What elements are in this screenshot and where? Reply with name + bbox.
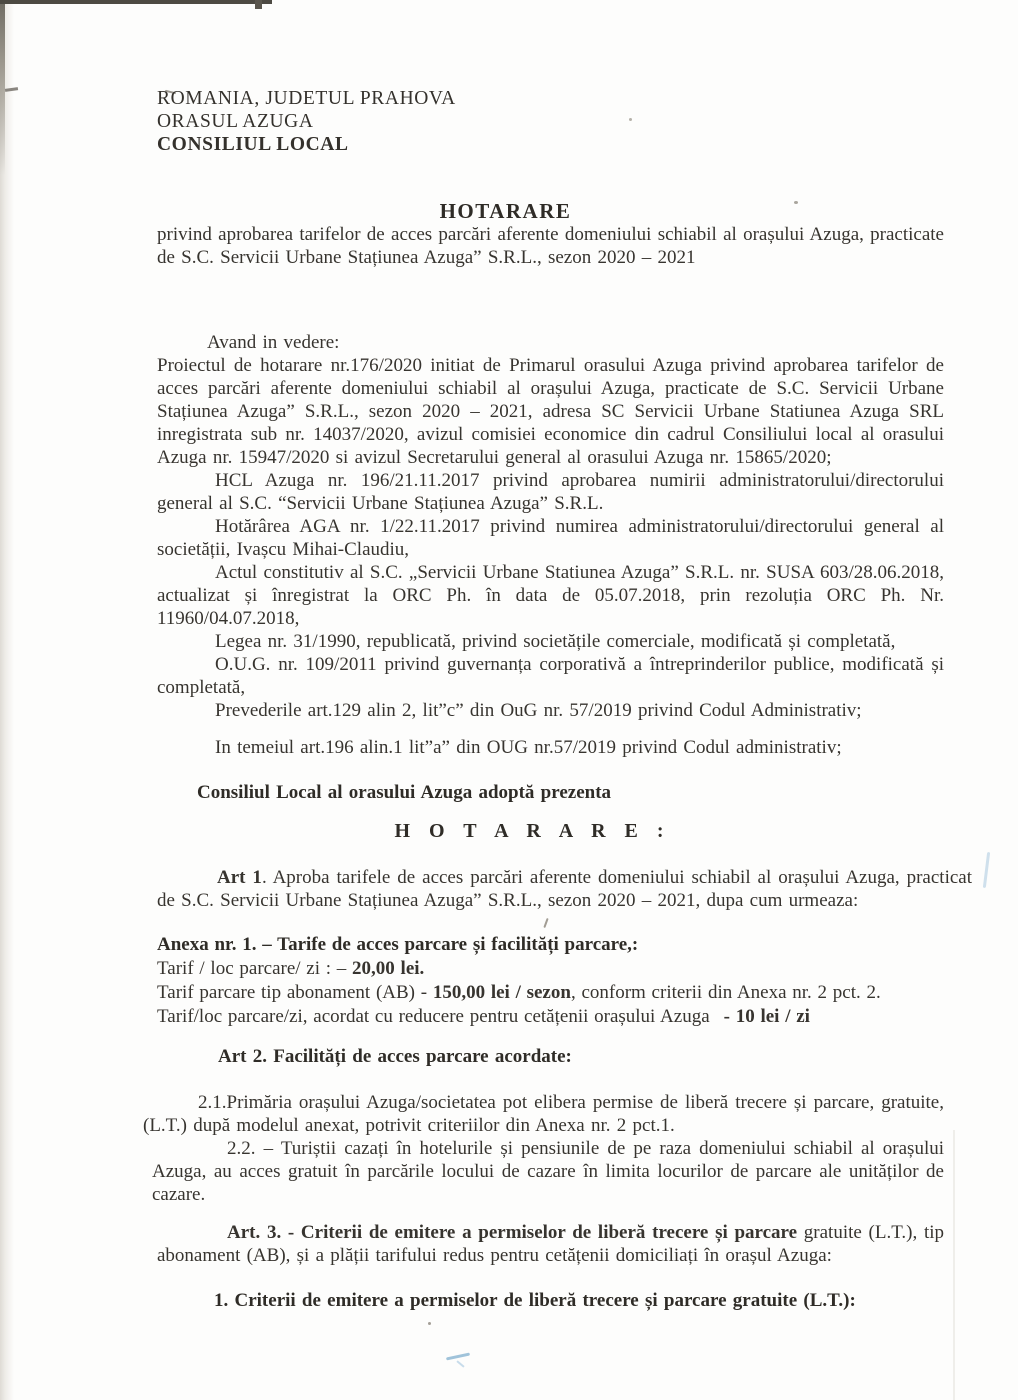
tariff-reduced-value: - 10 lei / zi xyxy=(723,1006,810,1027)
article-3-label: Art. 3. - Criterii de emitere a permiselor de liberă trecere și parcare xyxy=(227,1222,798,1243)
tariff-reduced-label: Tarif/loc parcare/zi, acordat cu reducere pentru cetățenii orașului Azuga xyxy=(157,1006,710,1027)
tariff-subscription-line xyxy=(157,981,944,1005)
preamble-item-legea-31: Legea nr. 31/1990, republicată, privind societățile comerciale, modificată și completată, xyxy=(215,631,896,652)
annex-1-block xyxy=(157,933,944,1029)
preamble-item-aga: Hotărârea AGA nr. 1/22.11.2017 privind numirea administratorului/directorului general al societății, Ivașcu Mihai-Claudiu, xyxy=(157,516,944,560)
article-1-text: . Aproba tarifele de acces parcări aferente domeniului schiabil al orașului Azuga, practicat de S.C. Servicii Urbane Stațiunea Azuga” S.R.L., sezon 2020 – 2021, dupa cum urmeaza: xyxy=(157,867,973,911)
article-3 xyxy=(157,1221,944,1267)
legal-basis: In temeiul art.196 alin.1 lit”a” din OUG nr.57/2019 privind Codul administrativ; xyxy=(215,737,842,758)
preamble-item-hcl: HCL Azuga nr. 196/21.11.2017 privind aprobarea numirii administratorului/directorului general al S.C. “Servicii Urbane Stațiunea Azuga” S.R.L. xyxy=(157,470,944,514)
document-title: HOTARARE xyxy=(439,199,572,223)
document-header xyxy=(157,87,944,156)
criteria-1-heading: 1. Criterii de emitere a permiselor de liberă trecere și parcare gratuite (L.T.): xyxy=(214,1290,856,1311)
article-3-text: gratuite (L.T.), tip abonament (AB), și a plății tarifului redus pentru cetățenii domiciliați în orașul Azuga: xyxy=(157,1222,945,1266)
article-2-point-1: 2.1.Primăria orașului Azuga/societatea pot elibera permise de liberă trecere și parcare, gratuite,(L.T.) după modelul anexat, potrivit criteriilor din Anexa nr. 2 pct.1. xyxy=(143,1092,944,1136)
decision-heading: H O T A R A R E : xyxy=(394,820,671,842)
preamble-item-act-constitutiv: Actul constitutiv al S.C. „Servicii Urbane Statiunea Azuga” S.R.L. nr. SUSA 603/28.06.2018, actualizat și înregistrat la ORC Ph. în data de 05.07.2018, prin rezoluția ORC Ph. Nr. 11960/04.07.2018, xyxy=(157,562,944,629)
tariff-subscription-value: 150,00 lei / sezon xyxy=(432,982,571,1003)
preamble-item-oug-109: O.U.G. nr. 109/2011 privind guvernanța corporativă a întreprinderilor publice, modificată și completată, xyxy=(157,654,944,698)
tariff-reduced-line xyxy=(157,1005,944,1029)
tariff-subscription-label: Tarif parcare tip abonament (AB) - xyxy=(157,982,428,1003)
annex-1-heading: Anexa nr. 1. – Tarife de acces parcare și facilități parcare,: xyxy=(157,934,639,955)
tariff-subscription-tail: , conform criterii din Anexa nr. 2 pct. 2. xyxy=(570,982,881,1003)
article-1 xyxy=(157,866,972,912)
tariff-per-day-line xyxy=(157,957,944,981)
article-2-heading: Art 2. Facilități de acces parcare acordate: xyxy=(218,1046,572,1067)
tariff-per-day-value: 20,00 lei. xyxy=(352,958,425,979)
preamble-item-prevederile: Prevederile art.129 alin 2, lit”c” din OuG nr. 57/2019 privind Codul Administrativ; xyxy=(215,700,862,721)
document-subtitle: privind aprobarea tarifelor de acces parcări aferente domeniului schiabil al orașului Azuga, practicate de S.C. Servicii Urbane Stațiunea Azuga” S.R.L., sezon 2020 – 2021 xyxy=(157,224,944,268)
tariff-per-day-label: Tarif / loc parcare/ zi : – xyxy=(157,958,347,979)
article-2-point-2: 2.2. – Turiștii cazați în hotelurile și pensiunile de pe raza domeniului schiabil al orașului Azuga, au acces gratuit în parcările locului de cazare în limita locurilor de parcare ale unităților de cazare. xyxy=(152,1138,944,1205)
preamble-intro: Avand in vedere: xyxy=(207,332,340,353)
preamble-item-project: Proiectul de hotarare nr.176/2020 initiat de Primarul orasului Azuga privind aprobarea tarifelor de acces parcări aferente domeniului schiabil al orașului Azuga, practicate de S.C. Servicii Urbane Stațiunea Azuga” S.R.L., sezon 2020 – 2021, adresa SC Servicii Urbane Statiunea Azuga SRL inregistrata sub nr. 14037/2020, avizul comisiei economice din cadrul Consiliului local al orasului Azuga nr. 15947/2020 si avizul Secretarului general al orasului Azuga nr. 15865/2020; xyxy=(157,355,944,468)
header-country-county: ROMANIA, JUDETUL PRAHOVA xyxy=(157,88,456,109)
adoption-line: Consiliul Local al orasului Azuga adoptă prezenta xyxy=(197,782,612,803)
header-council: CONSILIUL LOCAL xyxy=(157,134,349,155)
article-1-label: Art 1 xyxy=(217,867,262,888)
header-town: ORASUL AZUGA xyxy=(157,111,314,132)
